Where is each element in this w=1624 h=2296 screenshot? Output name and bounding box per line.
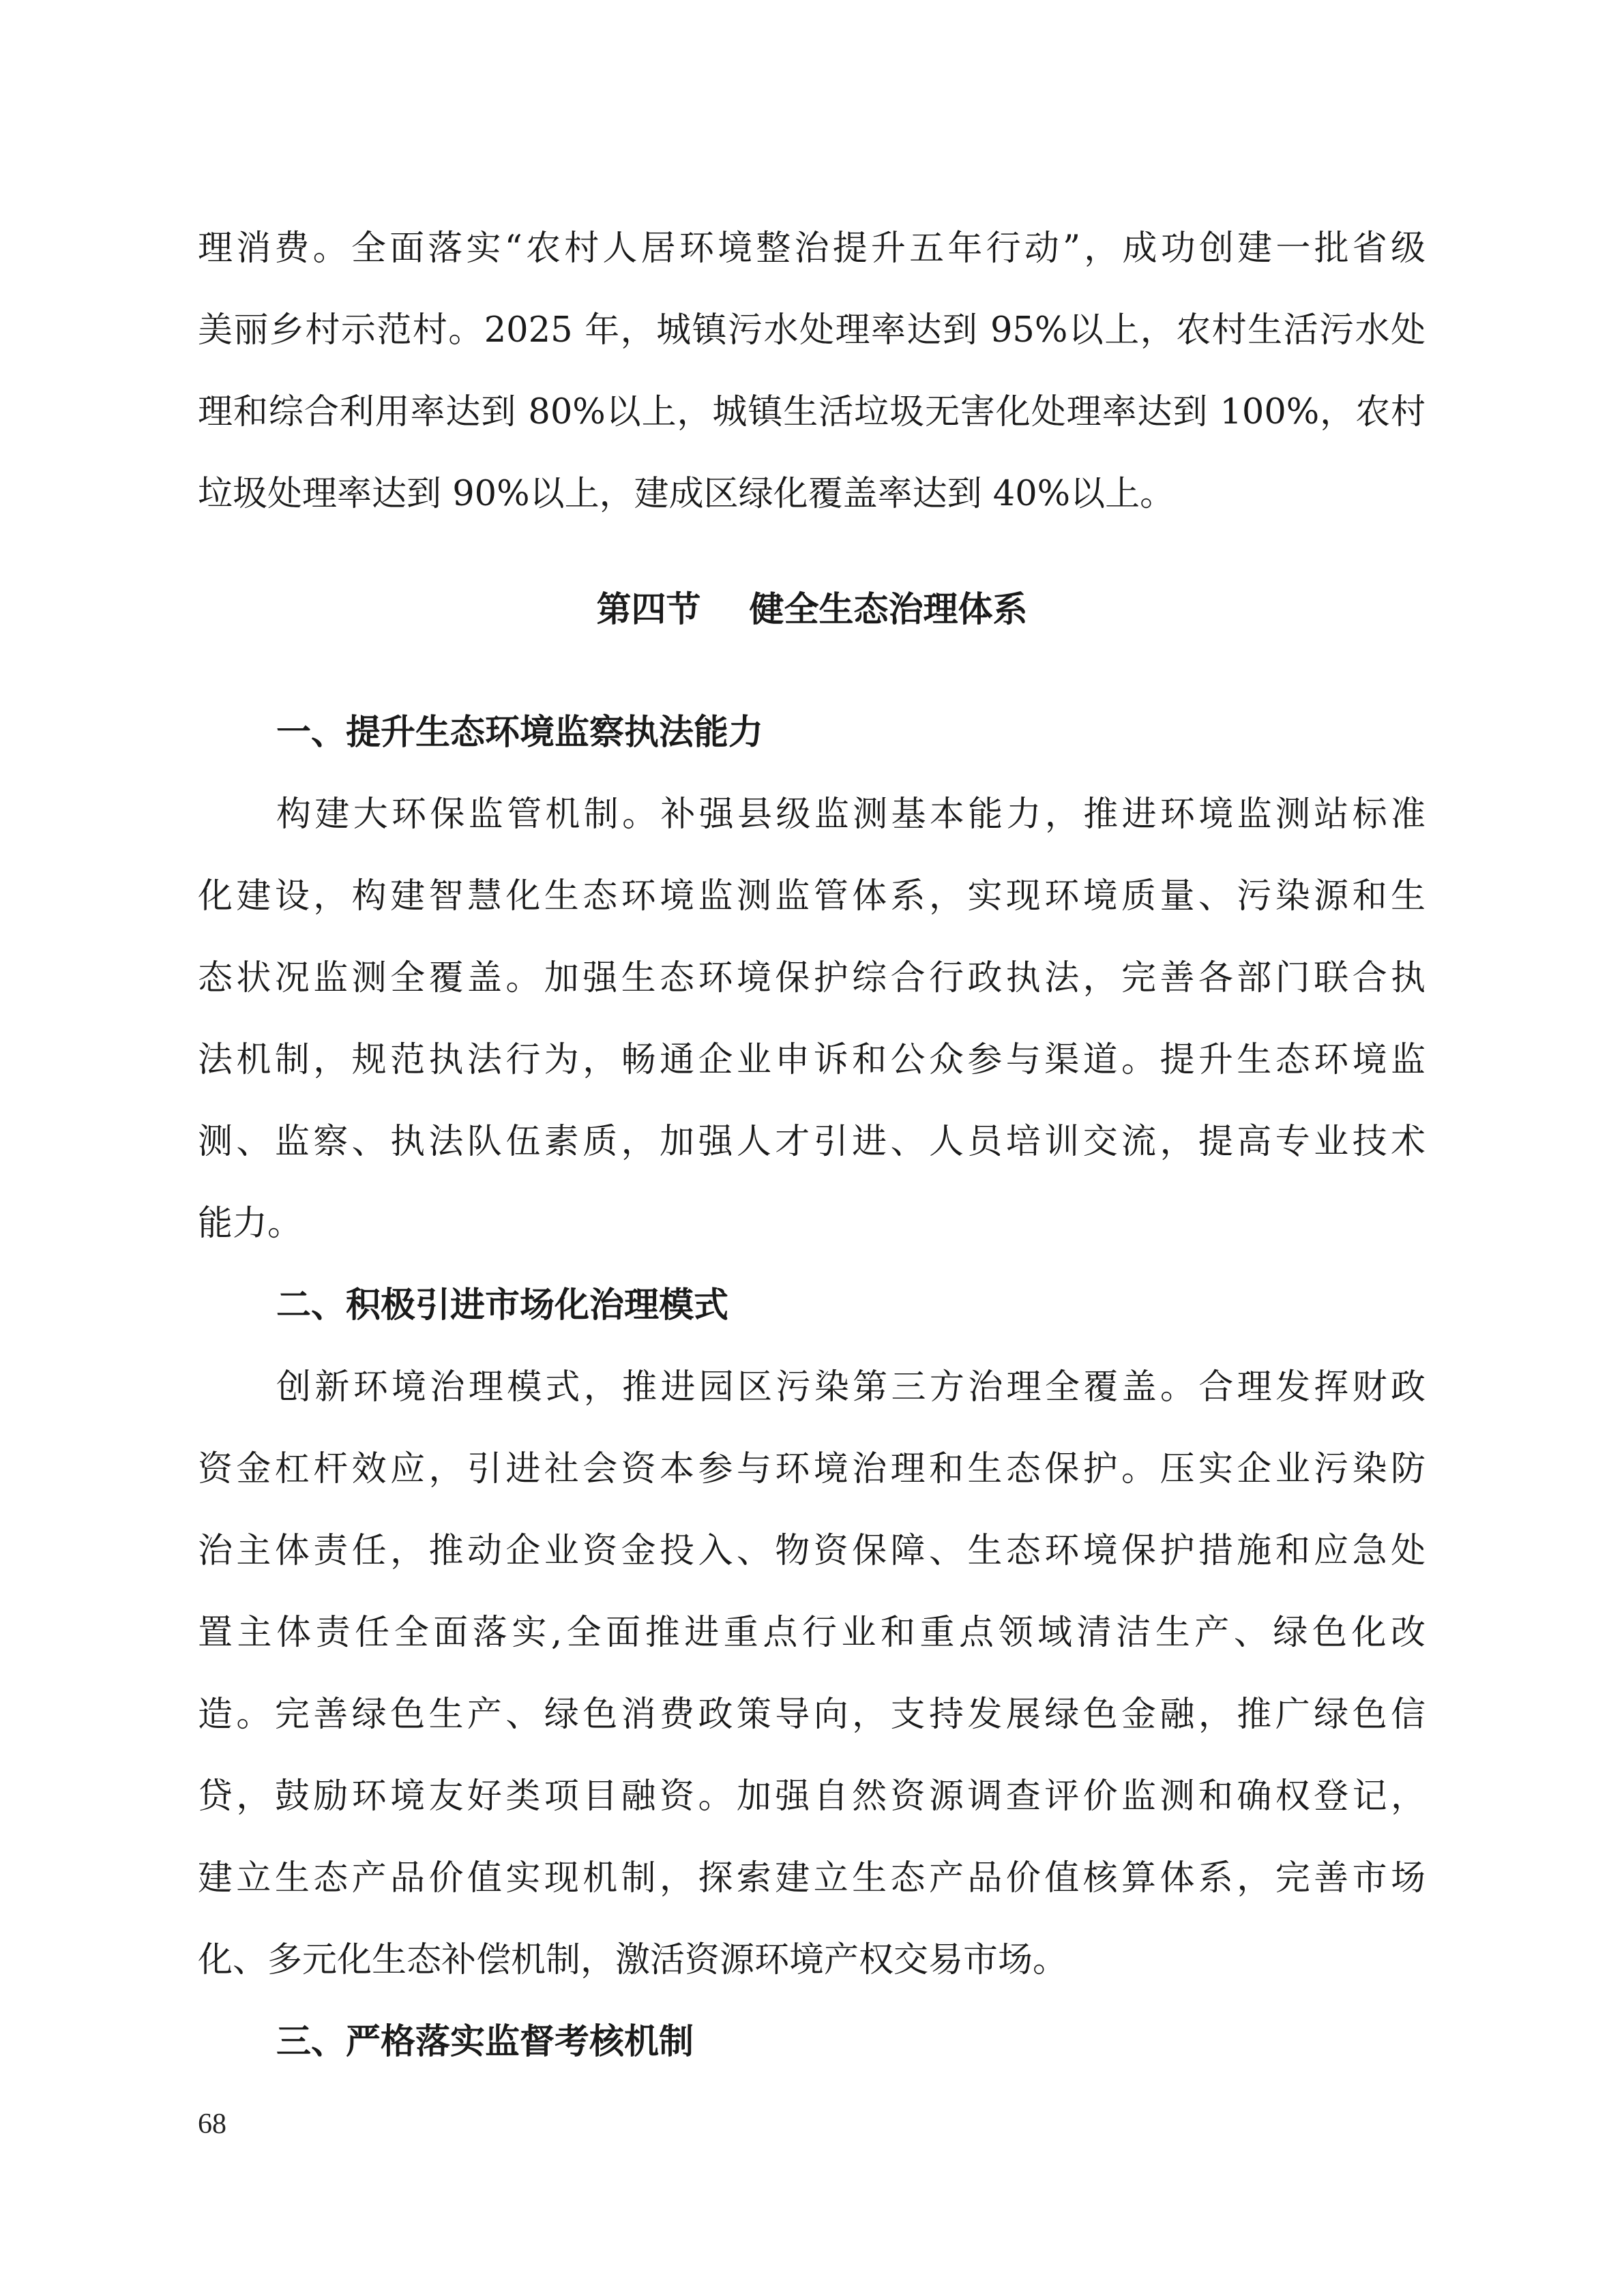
paragraph-line: 构建大环保监管机制。补强县级监测基本能力，推进环境监测站标准 — [276, 794, 1426, 835]
paragraph-line: 理消费。全面落实“农村人居环境整治提升五年行动”，成功创建一批省级 — [198, 228, 1426, 269]
paragraph-line: 垃圾处理率达到 90%以上，建成区绿化覆盖率达到 40%以上。 — [198, 474, 1175, 514]
paragraph-line: 资金杠杆效应，引进社会资本参与环境治理和生态保护。压实企业污染防 — [198, 1449, 1426, 1489]
section-title: 第四节 健全生态治理体系 — [596, 590, 1028, 630]
paragraph-line: 能力。 — [198, 1204, 303, 1244]
paragraph-line: 化建设，构建智慧化生态环境监测监管体系，实现环境质量、污染源和生 — [198, 876, 1426, 916]
paragraph-line: 美丽乡村示范村。2025 年，城镇污水处理率达到 95%以上，农村生活污水处 — [198, 310, 1426, 351]
paragraph-line: 贷，鼓励环境友好类项目融资。加强自然资源调查评价监测和确权登记， — [198, 1776, 1426, 1817]
paragraph-line: 理和综合利用率达到 80%以上，城镇生活垃圾无害化处理率达到 100%，农村 — [198, 392, 1426, 432]
page-number: 68 — [198, 2108, 226, 2140]
paragraph-line: 置主体责任全面落实,全面推进重点行业和重点领域清洁生产、绿色化改 — [198, 1613, 1426, 1653]
paragraph-line: 化、多元化生态补偿机制，激活资源环境产权交易市场。 — [198, 1940, 1068, 1980]
paragraph-line: 建立生态产品价值实现机制，探索建立生态产品价值核算体系，完善市场 — [198, 1858, 1426, 1898]
subheading: 二、积极引进市场化治理模式 — [276, 1285, 729, 1326]
paragraph-line: 态状况监测全覆盖。加强生态环境保护综合行政执法，完善各部门联合执 — [198, 958, 1426, 998]
subheading: 三、严格落实监督考核机制 — [276, 2022, 694, 2062]
paragraph-line: 创新环境治理模式，推进园区污染第三方治理全覆盖。合理发挥财政 — [276, 1367, 1426, 1407]
paragraph-line: 治主体责任，推动企业资金投入、物资保障、生态环境保护措施和应急处 — [198, 1531, 1426, 1571]
paragraph-line: 测、监察、执法队伍素质，加强人才引进、人员培训交流，提高专业技术 — [198, 1122, 1426, 1162]
paragraph-line: 法机制，规范执法行为，畅通企业申诉和公众参与渠道。提升生态环境监 — [198, 1040, 1426, 1080]
paragraph-line: 造。完善绿色生产、绿色消费政策导向，支持发展绿色金融，推广绿色信 — [198, 1695, 1426, 1735]
subheading: 一、提升生态环境监察执法能力 — [276, 713, 764, 753]
